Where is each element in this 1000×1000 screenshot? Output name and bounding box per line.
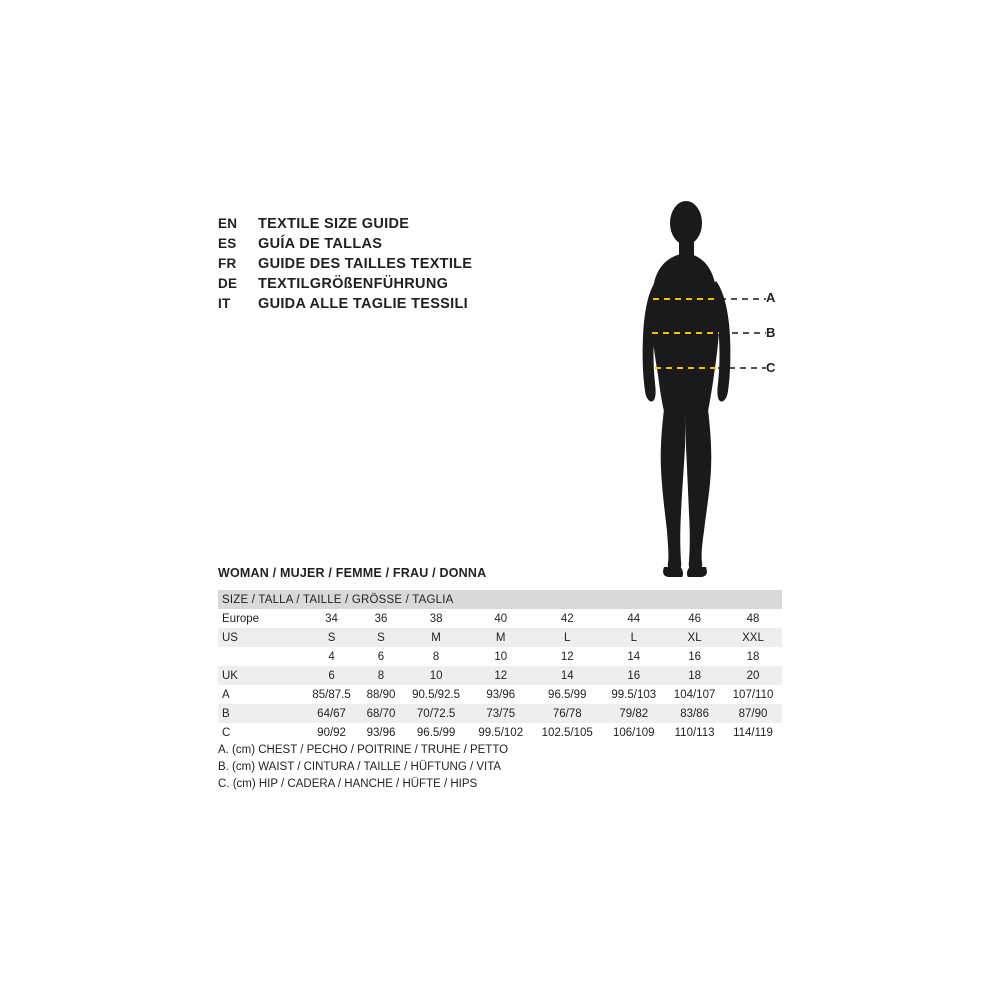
row-label: US [218, 628, 304, 647]
table-cell: 16 [602, 666, 665, 685]
table-row [218, 704, 782, 723]
table-cell: 14 [532, 666, 602, 685]
row-label: Europe [218, 609, 304, 628]
table-cell: 64/67 [304, 704, 359, 723]
table-cell: 12 [469, 666, 532, 685]
table-cell: 90.5/92.5 [403, 685, 470, 704]
table-cell: M [403, 628, 470, 647]
table-cell: 87/90 [724, 704, 782, 723]
table-header-row [218, 590, 782, 609]
table-cell: XL [665, 628, 724, 647]
language-row-en [218, 214, 598, 234]
row-label: C [218, 723, 304, 742]
table-cell: 34 [304, 609, 359, 628]
table-row [218, 609, 782, 628]
table-cell: 88/90 [359, 685, 403, 704]
table-cell: 83/86 [665, 704, 724, 723]
table-cell: 79/82 [602, 704, 665, 723]
measure-label-a: A [766, 290, 776, 305]
table-cell: 90/92 [304, 723, 359, 742]
table-row [218, 666, 782, 685]
table-cell: 76/78 [532, 704, 602, 723]
measure-label-b: B [766, 325, 776, 340]
table-cell: S [304, 628, 359, 647]
gender-heading: WOMAN / MUJER / FEMME / FRAU / DONNA [218, 566, 487, 580]
table-cell: 36 [359, 609, 403, 628]
language-code-es: ES [218, 236, 237, 251]
table-row [218, 628, 782, 647]
table-cell: 8 [403, 647, 470, 666]
table-cell: S [359, 628, 403, 647]
language-code-it: IT [218, 296, 231, 311]
footnote-chest: A. (cm) CHEST / PECHO / POITRINE / TRUHE / PETTO [218, 744, 509, 756]
language-title-de: TEXTILGRÖßENFÜHRUNG [258, 276, 449, 292]
table-cell: 96.5/99 [403, 723, 470, 742]
language-code-de: DE [218, 276, 238, 291]
table-cell: 68/70 [359, 704, 403, 723]
table-cell: 44 [602, 609, 665, 628]
table-cell: 96.5/99 [532, 685, 602, 704]
size-header-label: SIZE / TALLA / TAILLE / GRÖSSE / TAGLIA [218, 590, 782, 609]
table-cell: 110/113 [665, 723, 724, 742]
table-cell: 16 [665, 647, 724, 666]
table-cell: 93/96 [359, 723, 403, 742]
table-cell: 12 [532, 647, 602, 666]
table-cell: 10 [403, 666, 470, 685]
footnote-hip: C. (cm) HIP / CADERA / HANCHE / HÜFTE / HIPS [218, 778, 478, 790]
language-title-block [218, 214, 598, 314]
silhouette-body-shape [643, 201, 731, 577]
language-row-de [218, 274, 598, 294]
measure-label-c: C [766, 360, 776, 375]
table-cell: XXL [724, 628, 782, 647]
size-table [218, 590, 782, 742]
language-code-fr: FR [218, 256, 237, 271]
table-row [218, 723, 782, 742]
footnote-waist: B. (cm) WAIST / CINTURA / TAILLE / HÜFTUNG / VITA [218, 761, 502, 773]
language-row-es [218, 234, 598, 254]
language-code-en: EN [218, 216, 238, 231]
table-cell: 6 [359, 647, 403, 666]
table-cell: 104/107 [665, 685, 724, 704]
table-cell: 107/110 [724, 685, 782, 704]
table-cell: M [469, 628, 532, 647]
language-row-fr [218, 254, 598, 274]
language-title-it: GUIDA ALLE TAGLIE TESSILI [258, 296, 468, 312]
table-cell: 18 [665, 666, 724, 685]
table-cell: L [532, 628, 602, 647]
row-label: B [218, 704, 304, 723]
row-label [218, 647, 304, 666]
table-cell: 85/87.5 [304, 685, 359, 704]
table-cell: 70/72.5 [403, 704, 470, 723]
table-cell: 20 [724, 666, 782, 685]
table-row [218, 685, 782, 704]
language-title-en: TEXTILE SIZE GUIDE [258, 216, 410, 232]
table-cell: 10 [469, 647, 532, 666]
language-row-it [218, 294, 598, 314]
table-cell: 102.5/105 [532, 723, 602, 742]
table-cell: 40 [469, 609, 532, 628]
table-cell: 99.5/102 [469, 723, 532, 742]
table-cell: 114/119 [724, 723, 782, 742]
table-cell: 38 [403, 609, 470, 628]
language-title-es: GUÍA DE TALLAS [258, 236, 383, 252]
table-cell: 42 [532, 609, 602, 628]
table-cell: 4 [304, 647, 359, 666]
row-label: UK [218, 666, 304, 685]
table-cell: 48 [724, 609, 782, 628]
measure-label-group [760, 290, 800, 390]
language-title-fr: GUIDE DES TAILLES TEXTILE [258, 256, 473, 272]
table-cell: 93/96 [469, 685, 532, 704]
footnote-list [218, 742, 718, 793]
table-cell: 6 [304, 666, 359, 685]
table-cell: 18 [724, 647, 782, 666]
table-cell: 8 [359, 666, 403, 685]
table-cell: L [602, 628, 665, 647]
row-label: A [218, 685, 304, 704]
table-cell: 99.5/103 [602, 685, 665, 704]
table-cell: 46 [665, 609, 724, 628]
table-row [218, 647, 782, 666]
table-cell: 73/75 [469, 704, 532, 723]
table-cell: 106/109 [602, 723, 665, 742]
table-cell: 14 [602, 647, 665, 666]
